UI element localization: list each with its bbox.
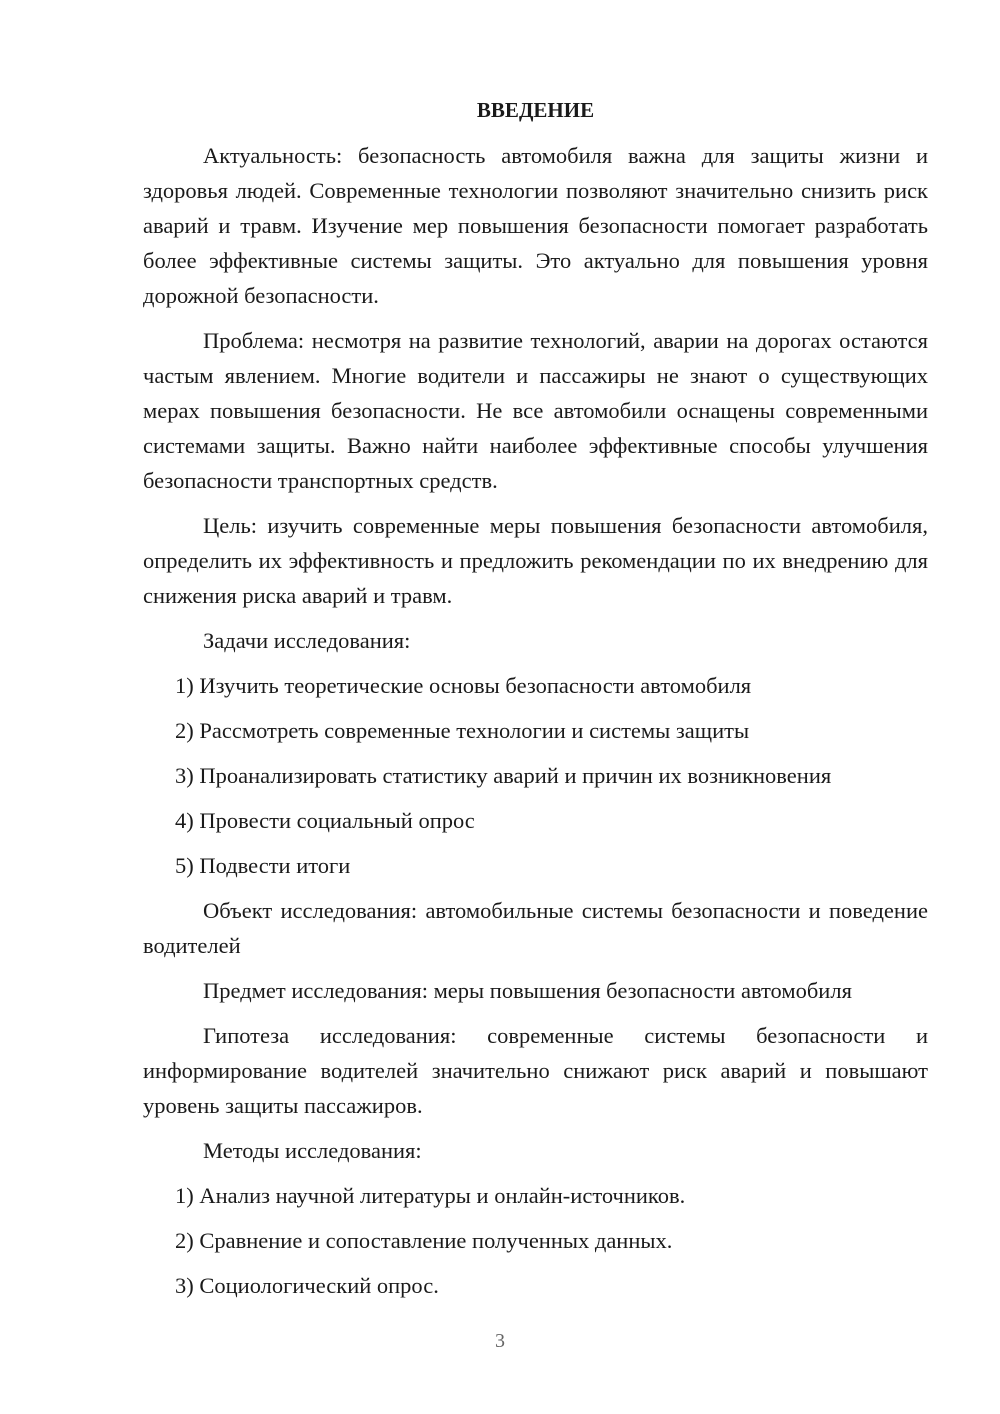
page-title: ВВЕДЕНИЕ <box>476 98 595 122</box>
tasks-label: Задачи исследования: <box>203 628 411 653</box>
page-number: 3 <box>495 1330 505 1352</box>
task-item: 2) Рассмотреть современные технологии и системы защиты <box>175 718 750 743</box>
method-item: 2) Сравнение и сопоставление полученных данных. <box>175 1228 673 1253</box>
document-page <box>143 94 928 1313</box>
object-paragraph: Объект исследования: автомобильные системы безопасности и поведение водителей <box>143 898 928 958</box>
task-item: 3) Проанализировать статистику аварий и причин их возникновения <box>175 763 832 788</box>
subject-paragraph: Предмет исследования: меры повышения безопасности автомобиля <box>203 978 852 1003</box>
method-item: 3) Социологический опрос. <box>175 1273 439 1298</box>
task-item: 1) Изучить теоретические основы безопасности автомобиля <box>175 673 752 698</box>
relevance-paragraph: Актуальность: безопасность автомобиля важна для защиты жизни и здоровья людей. Современные технологии позволяют значительно снизить риск аварий и травм. Изучение мер повышения безопасности помогает разработать более эффективные системы защиты. Это актуально для повышения уровня дорожной безопасности. <box>143 143 928 308</box>
goal-paragraph: Цель: изучить современные меры повышения безопасности автомобиля, определить их эффективность и предложить рекомендации по их внедрению для снижения риска аварий и травм. <box>143 513 928 608</box>
problem-paragraph: Проблема: несмотря на развитие технологий, аварии на дорогах остаются частым явлением. Многие водители и пассажиры не знают о существующих мерах повышения безопасности. Не все автомобили оснащены современными системами защиты. Важно найти наиболее эффективные способы улучшения безопасности транспортных средств. <box>143 328 928 493</box>
task-item: 5) Подвести итоги <box>175 853 351 878</box>
method-item: 1) Анализ научной литературы и онлайн-источников. <box>175 1183 686 1208</box>
methods-label: Методы исследования: <box>203 1138 422 1163</box>
task-item: 4) Провести социальный опрос <box>175 808 475 833</box>
hypothesis-paragraph: Гипотеза исследования: современные системы безопасности и информирование водителей значительно снижают риск аварий и повышают уровень защиты пассажиров. <box>143 1023 928 1118</box>
